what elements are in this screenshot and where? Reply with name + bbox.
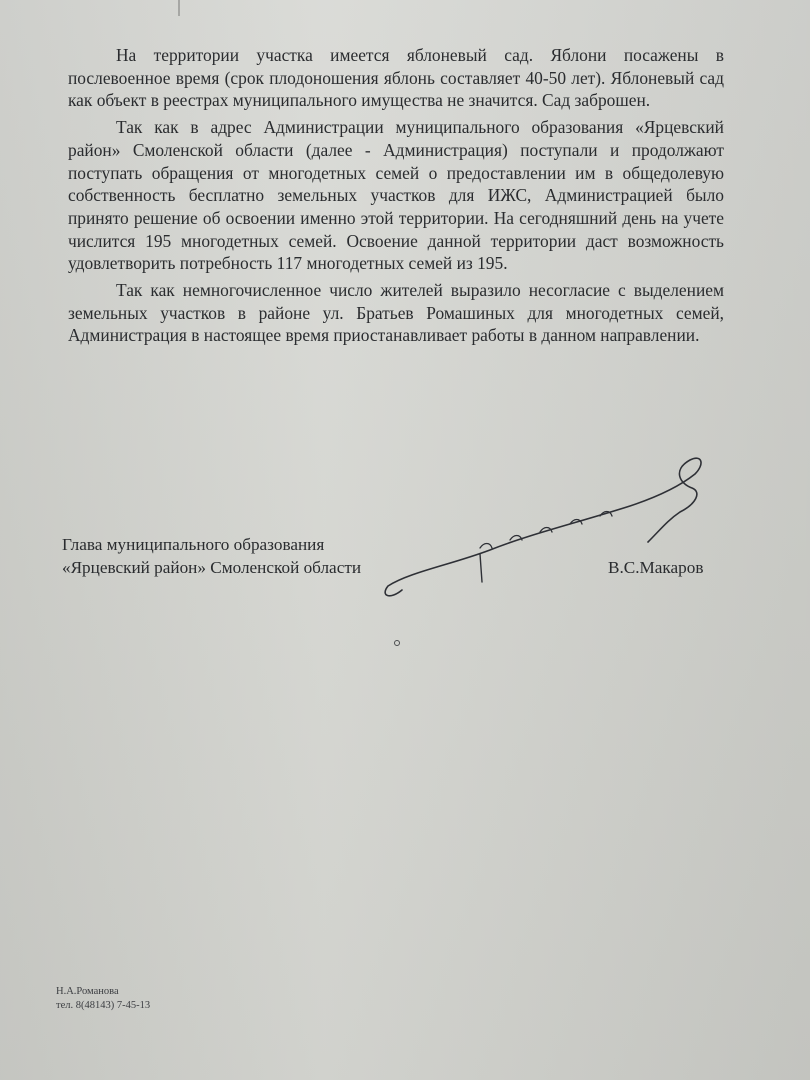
signatory-title (62, 533, 361, 579)
paragraph-large-families: Так как в адрес Администрации муниципального образования «Ярцевский район» Смоленской области (далее - Администрация) поступали и продолжают поступать обращения от многодетных семей о предоставлении им в общедолевую собственность бесплатно земельных участков для ИЖС, Администрацией было принято решение об освоении именно этой территории. На сегодняшний день на учете числится 195 многодетных семей. Освоение данной территории даст возможность удовлетворить потребность 117 многодетных семей из 195. (68, 117, 724, 274)
signatory-title-line-2: «Ярцевский район» Смоленской области (62, 558, 362, 577)
paper-speck (394, 640, 400, 646)
executor-phone: тел. 8(48143) 7-45-13 (56, 1000, 151, 1011)
executor-name: Н.А.Романова (56, 986, 119, 997)
letter-body (68, 44, 724, 351)
paragraph-apple-garden: На территории участка имеется яблоневый сад. Яблони посажены в послевоенное время (срок плодоношения яблонь составляет 40-50 лет). Яблоневый сад как объект в реестрах муниципального имущества не значится. Сад заброшен. (68, 45, 724, 111)
signatory-title-line-1: Глава муниципального образования (62, 535, 325, 554)
executor-contact (56, 985, 150, 1013)
signature-block (62, 533, 752, 593)
paragraph-work-suspended: Так как немногочисленное число жителей выразило несогласие с выделением земельных участков в районе ул. Братьев Ромашиных для многодетных семей, Администрация в настоящее время приостанавливает работы в данном направлении. (68, 280, 724, 346)
page-mark (178, 0, 180, 16)
signatory-name: В.С.Макаров (608, 558, 704, 577)
